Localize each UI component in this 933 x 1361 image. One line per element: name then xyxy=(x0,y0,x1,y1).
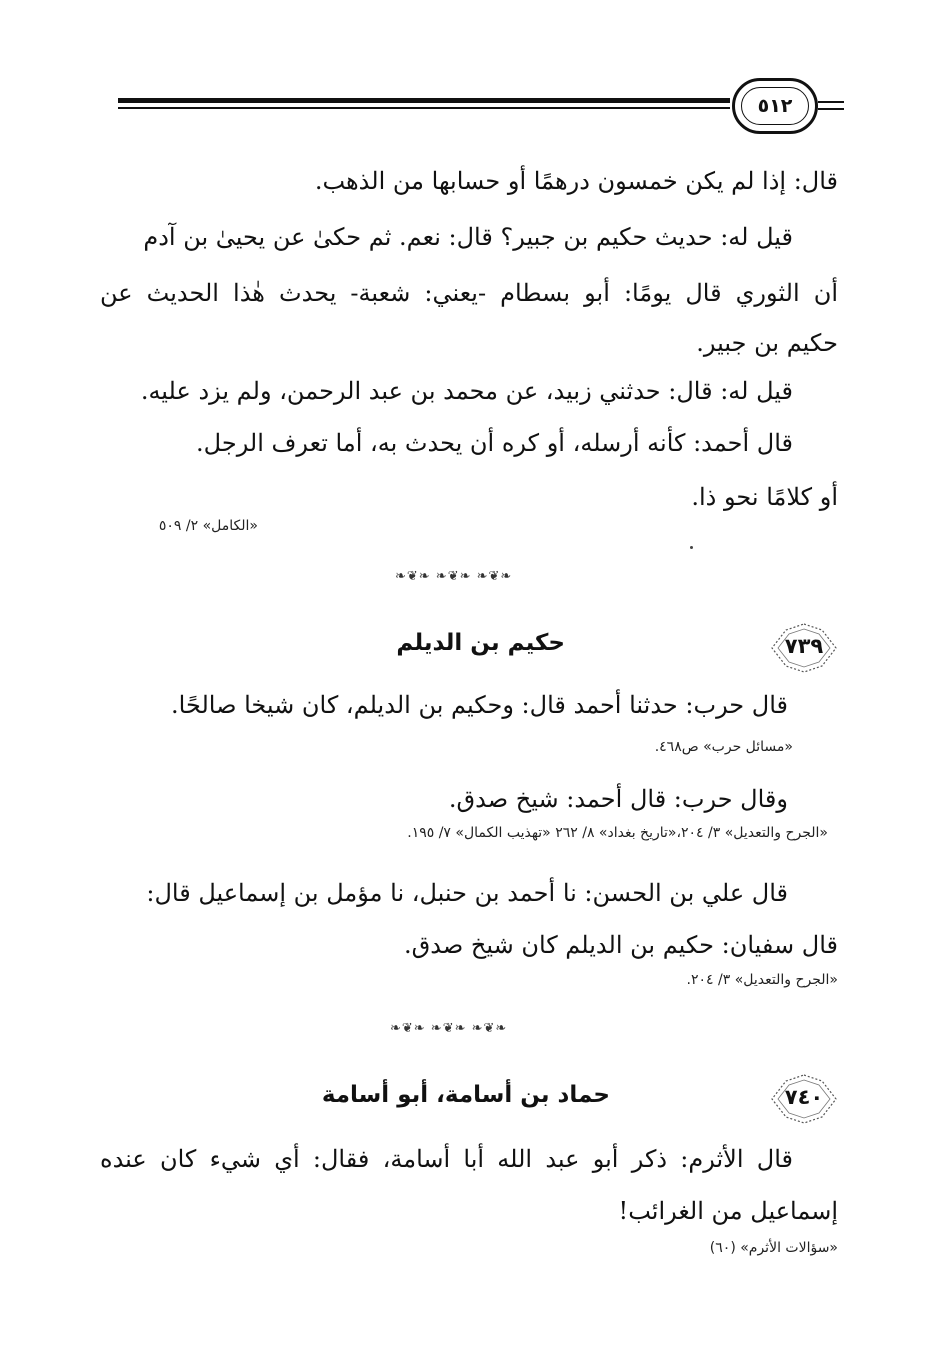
stray-dot xyxy=(690,546,693,549)
section-divider-ornament: ❧❦❧ ❧❦❧ ❧❦❧ xyxy=(395,570,513,584)
text-line-content: وقال حرب: قال أحمد: شيخ صدق. xyxy=(448,785,788,813)
entry-title: حكيم بن الديلم xyxy=(396,630,565,656)
entry-title: حماد بن أسامة، أبو أسامة xyxy=(321,1082,610,1108)
text-line xyxy=(146,874,788,912)
entry-number: ٧٣٩ xyxy=(784,634,824,658)
source-citation: «الكامل» ٢/ ٥٠٩ xyxy=(158,518,258,534)
header-rule-tail xyxy=(818,101,844,103)
page-number-badge xyxy=(732,78,818,134)
source-citation: «سؤالات الأثرم» (٦٠) xyxy=(709,1240,838,1256)
text-line-content: قال حرب: حدثنا أحمد قال: وحكيم بن الديلم، كان شيخا صالحًا. xyxy=(171,691,788,719)
section-divider-ornament: ❧❦❧ ❧❦❧ ❧❦❧ xyxy=(390,1022,508,1036)
text-line xyxy=(696,324,838,362)
text-line xyxy=(171,686,788,724)
text-line-content: قال علي بن الحسن: نا أحمد بن حنبل، نا مؤمل بن إسماعيل قال: xyxy=(146,879,788,907)
text-line-content: حكيم بن جبير. xyxy=(696,329,838,357)
text-line-content: أو كلامًا نحو ذا. xyxy=(691,483,838,511)
text-line-content: قال الأثرم: ذكر أبو عبد الله أبا أسامة، فقال: أي شيء كان عنده xyxy=(100,1145,793,1173)
text-line xyxy=(315,162,838,200)
text-line xyxy=(196,424,793,462)
header-rule-thick xyxy=(118,98,730,103)
text-line xyxy=(691,478,838,516)
text-line xyxy=(141,372,793,410)
text-line-content: قال: إذا لم يكن خمسون درهمًا أو حسابها من الذهب. xyxy=(314,167,838,195)
header-rule-thin xyxy=(118,107,730,109)
text-line-content: قال أحمد: كأنه أرسله، أو كره أن يحدث به، أما تعرف الرجل. xyxy=(196,429,793,457)
text-line-content: أن الثوري قال يومًا: أبو بسطام -يعني: شعبة- يحدث هٰذا الحديث عن xyxy=(100,279,838,307)
entry-number-badge xyxy=(768,622,840,674)
header-rule-tail xyxy=(818,108,844,110)
text-line xyxy=(449,780,788,818)
source-citation: «الجرح والتعديل» ٣/ ٢٠٤،«تاريخ بغداد» ٨/ ٢٦٢ «تهذيب الكمال» ٧/ ١٩٥. xyxy=(407,825,828,841)
entry-number: ٧٤٠ xyxy=(784,1085,824,1109)
text-line xyxy=(619,1192,838,1230)
text-line xyxy=(404,926,838,964)
text-line-content: قال سفيان: حكيم بن الديلم كان شيخ صدق. xyxy=(403,931,838,959)
text-line xyxy=(100,1140,793,1178)
text-line-content: قيل له: قال: حدثني زبيد، عن محمد بن عبد الرحمن، ولم يزد عليه. xyxy=(140,377,793,405)
text-line-content: إسماعيل من الغرائب! xyxy=(618,1197,838,1225)
source-citation: «الجرح والتعديل» ٣/ ٢٠٤. xyxy=(686,972,838,988)
page-number: ٥١٢ xyxy=(757,95,793,117)
text-line xyxy=(143,218,793,256)
text-line-content: قيل له: حديث حكيم بن جبير؟ قال: نعم. ثم حكىٰ عن يحيىٰ بن آدم xyxy=(143,223,793,251)
source-citation: «مسائل حرب» ص٤٦٨. xyxy=(654,739,793,755)
text-line xyxy=(100,274,838,312)
entry-number-badge xyxy=(768,1073,840,1125)
